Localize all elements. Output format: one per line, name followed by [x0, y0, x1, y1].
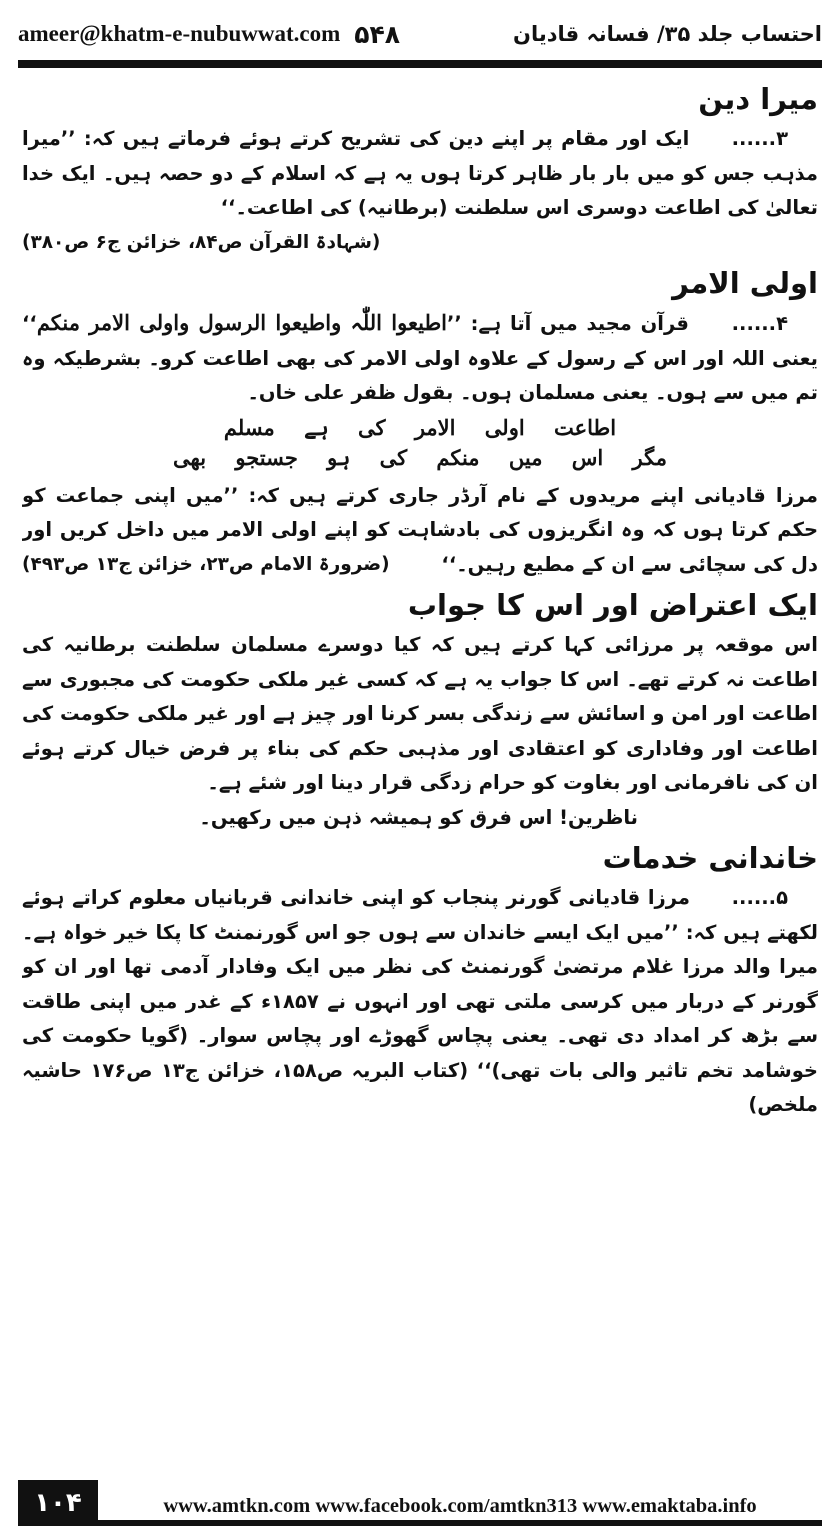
paragraph-4b-text: مرزا قادیانی اپنے مریدوں کے نام آرڈر جاری کرتے ہیں کہ: ’’میں اپنی جماعت کو حکم کرتا ہوں کہ وہ انگریزوں کی بادشاہت کو اپنے اولی الامر میں داخل کریں اور دل کی سچائی سے ان کے مطیع رہیں۔‘‘	[22, 483, 818, 576]
footer-links: www.amtkn.com www.facebook.com/amtkn313 www.emaktaba.info	[163, 1495, 757, 1517]
paragraph-5-reference: (کتاب البریہ ص۱۵۸، خزائن ج۱۳ ص۱۷۶ حاشیہ ملخص)	[22, 1058, 818, 1116]
paragraph-5	[22, 881, 818, 1123]
quran-verse: اطیعوا اللّٰہ واطیعوا الرسول واولی الامر منکم	[36, 310, 447, 335]
header-left	[18, 20, 400, 49]
section-heading-ulil-amr: اولی الامر	[672, 266, 818, 300]
footer-bar	[98, 1480, 822, 1526]
poem-line-2: مگر اس میں منکم کی ہو جستجو بھی	[173, 444, 667, 470]
paragraph-3-number: ۳......	[731, 127, 788, 150]
paragraph-3	[22, 122, 818, 253]
paragraph-3-reference: (شہادۃ القرآن ص۸۴، خزائن ج۶ ص۳۸۰)	[22, 231, 381, 253]
paragraph-4	[22, 306, 818, 411]
section-heading-family-services: خاندانی خدمات	[602, 841, 818, 875]
poem-line-1: اطاعت اولی الامر کی ہے مسلم	[223, 414, 617, 440]
paragraph-4-text: ‘‘ یعنی اللہ اور اس کے رسول کے علاوہ اولی الامر کی بھی اطاعت کرو۔ بشرطیکہ وہ تم میں سے ہوں۔ یعنی مسلمان ہوں۔ بقول ظفر علی خاں۔	[22, 312, 818, 404]
paragraph-5-text: مرزا قادیانی گورنر پنجاب کو اپنی خاندانی قربانیاں معلوم کراتے ہوئے لکھتے ہیں کہ: ’’میں ایک ایسے خاندان سے ہوں جو اس گورنمنٹ کا پکا خیر خواہ ہے۔ میرا والد مرزا غلام مرتضیٰ گورنمنٹ کی نظر میں ایک وفادار آدمی تھا اور ان کو گورنر کے دربار میں کرسی ملتی تھی اور انہوں نے ۱۸۵۷ء کے غدر میں اپنی طاقت سے بڑھ کر امداد دی تھی۔ یعنی پچاس گھوڑے اور پچاس سوار۔ (گویا حکومت کی خوشامد تخم تاثیر والی بات تھی)‘‘	[22, 886, 818, 1082]
footer-rule	[98, 1520, 822, 1526]
page-footer	[18, 1480, 822, 1526]
poem-couplet	[22, 413, 818, 473]
header-rule	[18, 60, 822, 68]
section-heading-mera-deen: میرا دین	[698, 82, 818, 116]
paragraph-4b	[22, 479, 818, 583]
page-content	[22, 76, 818, 1460]
paragraph-5-number: ۵......	[731, 886, 788, 909]
paragraph-4b-reference: (ضرورۃ الامام ص۲۳، خزائن ج۱۳ ص۴۹۳)	[22, 553, 390, 575]
paragraph-3-text: ایک اور مقام پر اپنے دین کی تشریح کرتے ہوئے فرماتے ہیں کہ: ’’میرا مذہب جس کو میں بار بار ظاہر کرتا ہوں یہ ہے کہ اسلام کے دو حصہ ہیں۔ ایک خدا تعالیٰ کی اطاعت دوسری اس سلطنت (برطانیہ) کی اطاعت۔‘‘	[22, 127, 818, 219]
paragraph-objection: اس موقعہ پر مرزائی کہا کرتے ہیں کہ کیا دوسرے مسلمان سلطنت برطانیہ کی اطاعت نہ کرتے تھے۔ اس کا جواب یہ ہے کہ کسی غیر ملکی حکومت کی مجبوری سے اطاعت اور امن و اسائش سے زندگی بسر کرنا اور چیز ہے اور غیر ملکی حکومت کی اطاعت اور وفاداری کو اعتقادی اور مذہبی حکم کی بناء پر فرض خیال کرتے ہوئے ان کی نافرمانی اور بغاوت کو حرام زدگی قرار دینا اور شئے ہے۔	[22, 633, 818, 794]
footer-page-number: ۱۰۴	[18, 1480, 98, 1526]
paragraph-4-number: ۴......	[731, 312, 788, 335]
header-page-number: ۵۴۸	[354, 19, 401, 49]
header-book-title: احتساب جلد ۳۵/ فسانہ قادیان	[513, 22, 822, 46]
page-header	[18, 14, 822, 54]
header-email: ameer@khatm-e-nubuwwat.com	[18, 21, 341, 46]
paragraph-readers-note: ناظرین! اس فرق کو ہمیشہ ذہن میں رکھیں۔	[199, 805, 638, 829]
paragraph-4-intro: قرآن مجید میں آتا ہے: ’’	[447, 312, 689, 335]
section-heading-objection: ایک اعتراض اور اس کا جواب	[407, 588, 818, 622]
